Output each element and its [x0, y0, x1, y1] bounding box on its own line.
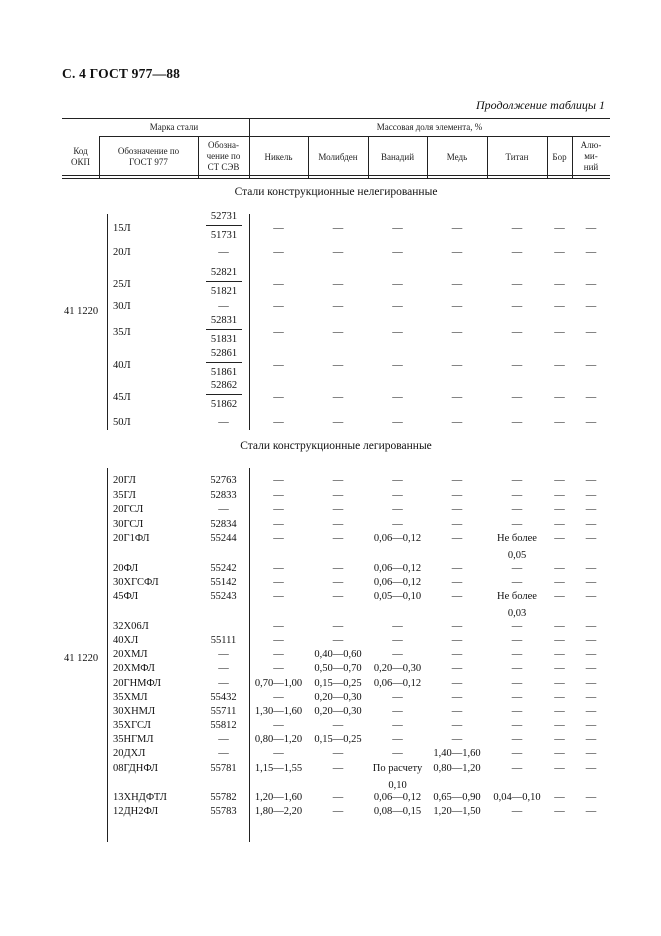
st-sev-designation-pair: [206, 379, 242, 411]
st-sev-designation: —: [218, 663, 229, 674]
st-sev-designation: 55242: [210, 563, 237, 574]
st-sev-designation: 55783: [210, 806, 237, 817]
boron-value: —: [554, 223, 565, 234]
vanadium-value: 0,06—0,12: [373, 577, 422, 588]
aluminum-value: —: [585, 490, 597, 501]
st-sev-designation: —: [218, 504, 229, 515]
boron-value: —: [554, 591, 565, 602]
st-sev-designation: 55781: [210, 763, 237, 774]
st-sev-designation-bottom: 51821: [210, 286, 238, 297]
titanium-value: —: [511, 519, 523, 530]
nickel-value: —: [273, 649, 284, 660]
aluminum-value: —: [585, 563, 597, 574]
copper-value: —: [451, 360, 463, 371]
st-sev-designation: 55711: [210, 706, 237, 717]
copper-value: —: [451, 327, 463, 338]
boron-value: —: [554, 692, 565, 703]
vanadium-value: —: [392, 475, 403, 486]
molybdenum-value: —: [332, 763, 344, 774]
boron-value: —: [554, 577, 565, 588]
boron-value: —: [554, 360, 565, 371]
st-sev-designation-bottom: 51831: [210, 334, 238, 345]
copper-value: —: [451, 678, 463, 689]
titanium-value: —: [511, 806, 523, 817]
titanium-value: —: [511, 649, 523, 660]
boron-value: —: [554, 301, 565, 312]
molybdenum-value: —: [332, 327, 344, 338]
st-sev-designation: 52833: [210, 490, 237, 501]
section-title-alloyed: Стали конструкционные легированные: [240, 440, 432, 452]
st-sev-designation: 55243: [210, 591, 237, 602]
steel-grade: 20Л: [113, 247, 131, 258]
copper-value: 0,65—0,90: [433, 792, 481, 803]
aluminum-value: —: [585, 417, 597, 428]
molybdenum-value: —: [332, 621, 344, 632]
steel-grade: 30ХГСФЛ: [113, 577, 159, 588]
nickel-value: —: [273, 223, 284, 234]
copper-value: —: [451, 519, 463, 530]
aluminum-value: —: [585, 692, 597, 703]
vanadium-value: —: [392, 417, 403, 428]
aluminum-value: —: [585, 301, 597, 312]
aluminum-value: —: [585, 734, 597, 745]
nickel-value: —: [273, 720, 284, 731]
nickel-value: 1,30—1,60: [254, 706, 303, 717]
copper-value: —: [451, 563, 463, 574]
copper-value: —: [451, 504, 463, 515]
aluminum-value: —: [585, 279, 597, 290]
molybdenum-value: 0,20—0,30: [314, 692, 362, 703]
aluminum-value: —: [585, 392, 597, 403]
nickel-value: —: [273, 392, 284, 403]
st-sev-designation: 55812: [210, 720, 237, 731]
copper-value: —: [451, 490, 463, 501]
copper-value: —: [451, 649, 463, 660]
nickel-value: —: [273, 533, 284, 544]
vanadium-value: —: [392, 649, 403, 660]
st-sev-designation-top: 52831: [206, 314, 242, 330]
titanium-value: —: [511, 706, 523, 717]
boron-value: —: [554, 519, 565, 530]
titanium-value: —: [511, 504, 523, 515]
nickel-value: —: [273, 475, 284, 486]
st-sev-designation-top: 52821: [206, 266, 242, 282]
titanium-value: 0,03: [507, 608, 527, 619]
boron-value: —: [554, 763, 565, 774]
st-sev-designation-top: 52862: [206, 379, 242, 395]
header-code-okp: Код ОКП: [70, 146, 90, 167]
molybdenum-value: —: [332, 247, 344, 258]
vanadium-value: —: [392, 621, 403, 632]
header-molybdenum: Молибден: [318, 152, 358, 162]
titanium-value: —: [511, 490, 523, 501]
vanadium-value: —: [392, 706, 403, 717]
aluminum-value: —: [585, 792, 597, 803]
table-top-rule: [62, 118, 610, 119]
st-sev-designation: —: [218, 247, 229, 258]
boron-value: —: [554, 720, 565, 731]
molybdenum-value: —: [332, 519, 344, 530]
boron-value: —: [554, 490, 565, 501]
copper-value: —: [451, 247, 463, 258]
titanium-value: 0,04—0,10: [493, 792, 541, 803]
nickel-value: —: [273, 663, 284, 674]
header-nickel: Никель: [264, 152, 293, 162]
steel-grade: 20ДХЛ: [113, 748, 146, 759]
header-copper: Медь: [446, 152, 468, 162]
nickel-value: 1,15—1,55: [254, 763, 303, 774]
aluminum-value: —: [585, 621, 597, 632]
titanium-value: —: [511, 327, 523, 338]
molybdenum-value: 0,15—0,25: [314, 678, 362, 689]
nickel-value: —: [273, 327, 284, 338]
nickel-value: —: [273, 748, 284, 759]
nickel-value: 1,80—2,20: [254, 806, 303, 817]
st-sev-designation: —: [218, 649, 229, 660]
steel-grade: 20ХМФЛ: [113, 663, 155, 674]
steel-grade: 20ФЛ: [113, 563, 139, 574]
body-divider: [107, 214, 108, 430]
nickel-value: —: [273, 591, 284, 602]
aluminum-value: —: [585, 360, 597, 371]
titanium-value: —: [511, 734, 523, 745]
titanium-value: —: [511, 678, 523, 689]
molybdenum-value: —: [332, 360, 344, 371]
titanium-value: —: [511, 577, 523, 588]
table-continuation-label: Продолжение таблицы 1: [475, 98, 605, 112]
st-sev-designation: 52834: [210, 519, 237, 530]
copper-value: —: [451, 720, 463, 731]
copper-value: —: [451, 533, 463, 544]
st-sev-designation: 55142: [210, 577, 237, 588]
vanadium-value: —: [392, 360, 403, 371]
body-divider: [107, 468, 108, 842]
vanadium-value: 0,06—0,12: [373, 678, 422, 689]
copper-value: —: [451, 692, 463, 703]
nickel-value: 1,20—1,60: [254, 792, 303, 803]
copper-value: —: [451, 621, 463, 632]
vanadium-value: 0,08—0,15: [373, 806, 422, 817]
vanadium-value: —: [392, 635, 403, 646]
nickel-value: —: [273, 519, 284, 530]
page-header: С. 4 ГОСТ 977—88: [62, 66, 181, 81]
boron-value: —: [554, 734, 565, 745]
st-sev-designation: —: [218, 678, 229, 689]
st-sev-designation: 55244: [210, 533, 237, 544]
steel-grade: 35ГЛ: [113, 490, 136, 501]
molybdenum-value: —: [332, 792, 344, 803]
vanadium-value: 0,06—0,12: [373, 563, 422, 574]
aluminum-value: —: [585, 720, 597, 731]
vanadium-value: —: [392, 301, 403, 312]
steel-grade: 15Л: [113, 223, 131, 234]
aluminum-value: —: [585, 678, 597, 689]
copper-value: —: [451, 301, 463, 312]
header-aluminum: Алю- ми- ний: [580, 140, 602, 172]
boron-value: —: [554, 417, 565, 428]
vanadium-value: 0,06—0,12: [373, 533, 422, 544]
nickel-value: —: [273, 417, 284, 428]
titanium-value: Не более: [497, 591, 537, 602]
section-title-unalloyed: Стали конструкционные нелегированные: [234, 186, 438, 198]
st-sev-designation-pair: [206, 210, 242, 242]
boron-value: —: [554, 649, 565, 660]
steel-grade: 20ГНМФЛ: [113, 678, 161, 689]
titanium-value: —: [511, 635, 523, 646]
st-sev-designation-pair: [206, 266, 242, 298]
copper-value: 0,80—1,20: [433, 763, 481, 774]
nickel-value: —: [273, 621, 284, 632]
vanadium-value: —: [392, 327, 403, 338]
aluminum-value: —: [585, 533, 597, 544]
boron-value: —: [554, 563, 565, 574]
aluminum-value: —: [585, 475, 597, 486]
boron-value: —: [554, 621, 565, 632]
boron-value: —: [554, 748, 565, 759]
steel-grade: 20ГЛ: [113, 475, 136, 486]
aluminum-value: —: [585, 635, 597, 646]
header-bottom-rule-2: [62, 178, 610, 179]
st-sev-designation: —: [218, 748, 229, 759]
copper-value: —: [451, 706, 463, 717]
titanium-value: —: [511, 563, 523, 574]
steel-grade: 45ФЛ: [113, 591, 139, 602]
okp-code: 41 1220: [64, 653, 99, 664]
aluminum-value: —: [585, 706, 597, 717]
st-sev-designation: 55111: [210, 635, 237, 646]
group-header-rule: [99, 136, 610, 137]
titanium-value: —: [511, 475, 523, 486]
steel-grade: 30ХНМЛ: [113, 706, 156, 717]
aluminum-value: —: [585, 247, 597, 258]
header-mass-fraction: Массовая доля элемента, %: [376, 122, 483, 132]
titanium-value: —: [511, 417, 523, 428]
steel-grade: 30Л: [113, 301, 131, 312]
vanadium-value: —: [392, 392, 403, 403]
molybdenum-value: —: [332, 223, 344, 234]
nickel-value: 0,80—1,20: [254, 734, 303, 745]
nickel-value: —: [273, 490, 284, 501]
st-sev-designation: 55782: [210, 792, 237, 803]
vanadium-value: —: [392, 720, 403, 731]
aluminum-value: —: [585, 223, 597, 234]
molybdenum-value: 0,20—0,30: [314, 706, 362, 717]
aluminum-value: —: [585, 591, 597, 602]
steel-grade: 20ГСЛ: [113, 504, 144, 515]
aluminum-value: —: [585, 577, 597, 588]
steel-grade: 12ДН2ФЛ: [113, 806, 159, 817]
boron-value: —: [554, 533, 565, 544]
nickel-value: —: [273, 692, 284, 703]
molybdenum-value: —: [332, 301, 344, 312]
molybdenum-value: 0,15—0,25: [314, 734, 362, 745]
molybdenum-value: 0,40—0,60: [314, 649, 362, 660]
aluminum-value: —: [585, 519, 597, 530]
steel-grade: 35ХМЛ: [113, 692, 148, 703]
copper-value: —: [451, 279, 463, 290]
boron-value: —: [554, 792, 565, 803]
header-titanium: Титан: [505, 152, 529, 162]
steel-grade: 35ХГСЛ: [113, 720, 151, 731]
boron-value: —: [554, 663, 565, 674]
copper-value: 1,40—1,60: [433, 748, 481, 759]
copper-value: —: [451, 223, 463, 234]
nickel-value: —: [273, 577, 284, 588]
molybdenum-value: 0,50—0,70: [314, 663, 362, 674]
vanadium-value: —: [392, 504, 403, 515]
st-sev-designation: —: [218, 734, 229, 745]
aluminum-value: —: [585, 504, 597, 515]
steel-grade: 30ГСЛ: [113, 519, 144, 530]
aluminum-value: —: [585, 806, 597, 817]
boron-value: —: [554, 279, 565, 290]
st-sev-designation-bottom: 51862: [210, 399, 238, 410]
steel-grade: 45Л: [113, 392, 131, 403]
header-designation-st-sev: Обозна- чение по СТ СЭВ: [206, 140, 241, 172]
boron-value: —: [554, 806, 565, 817]
titanium-value: —: [511, 748, 523, 759]
molybdenum-value: —: [332, 591, 344, 602]
nickel-value: 0,70—1,00: [254, 678, 303, 689]
copper-value: —: [451, 475, 463, 486]
titanium-value: —: [511, 663, 523, 674]
steel-grade: 32Х06Л: [113, 621, 149, 632]
nickel-value: —: [273, 563, 284, 574]
copper-value: —: [451, 591, 463, 602]
copper-value: —: [451, 577, 463, 588]
molybdenum-value: —: [332, 533, 344, 544]
header-steel-grade: Марка стали: [149, 122, 199, 132]
molybdenum-value: —: [332, 279, 344, 290]
aluminum-value: —: [585, 327, 597, 338]
nickel-value: —: [273, 247, 284, 258]
copper-value: —: [451, 663, 463, 674]
vanadium-value: 0,06—0,12: [373, 792, 422, 803]
header-bottom-rule: [62, 175, 610, 176]
boron-value: —: [554, 678, 565, 689]
molybdenum-value: —: [332, 577, 344, 588]
st-sev-designation: 55432: [210, 692, 237, 703]
nickel-value: —: [273, 635, 284, 646]
steel-grade: 08ГДНФЛ: [113, 763, 159, 774]
titanium-value: —: [511, 360, 523, 371]
molybdenum-value: —: [332, 490, 344, 501]
molybdenum-value: —: [332, 806, 344, 817]
titanium-value: —: [511, 720, 523, 731]
vanadium-value: 0,10: [388, 780, 407, 791]
titanium-value: —: [511, 392, 523, 403]
nickel-value: —: [273, 504, 284, 515]
boron-value: —: [554, 706, 565, 717]
titanium-value: —: [511, 692, 523, 703]
st-sev-designation: —: [218, 301, 229, 312]
copper-value: —: [451, 417, 463, 428]
st-sev-designation-bottom: 51731: [210, 230, 238, 241]
aluminum-value: —: [585, 748, 597, 759]
vanadium-value: —: [392, 519, 403, 530]
nickel-value: —: [273, 301, 284, 312]
boron-value: —: [554, 475, 565, 486]
copper-value: —: [451, 392, 463, 403]
vanadium-value: —: [392, 734, 403, 745]
st-sev-designation-pair: [206, 347, 242, 379]
vanadium-value: —: [392, 692, 403, 703]
steel-grade: 13ХНДФТЛ: [113, 792, 167, 803]
molybdenum-value: —: [332, 563, 344, 574]
steel-grade: 50Л: [113, 417, 131, 428]
boron-value: —: [554, 247, 565, 258]
header-boron: Бор: [552, 152, 567, 162]
header-vanadium: Ванадий: [380, 152, 415, 162]
st-sev-designation-top: 52861: [206, 347, 242, 363]
vanadium-value: —: [392, 223, 403, 234]
copper-value: 1,20—1,50: [433, 806, 481, 817]
boron-value: —: [554, 392, 565, 403]
steel-grade: 35Л: [113, 327, 131, 338]
molybdenum-value: —: [332, 720, 344, 731]
copper-value: —: [451, 734, 463, 745]
titanium-value: —: [511, 621, 523, 632]
molybdenum-value: —: [332, 475, 344, 486]
titanium-value: —: [511, 247, 523, 258]
aluminum-value: —: [585, 763, 597, 774]
titanium-value: —: [511, 301, 523, 312]
okp-code: 41 1220: [64, 306, 99, 317]
boron-value: —: [554, 635, 565, 646]
molybdenum-value: —: [332, 417, 344, 428]
vanadium-value: 0,20—0,30: [373, 663, 422, 674]
boron-value: —: [554, 327, 565, 338]
vanadium-value: —: [392, 247, 403, 258]
molybdenum-value: —: [332, 504, 344, 515]
nickel-value: —: [273, 279, 284, 290]
nickel-value: —: [273, 360, 284, 371]
vanadium-value: —: [392, 490, 403, 501]
st-sev-designation-top: 52731: [206, 210, 242, 226]
steel-grade: 20ХМЛ: [113, 649, 148, 660]
st-sev-designation: 52763: [210, 475, 237, 486]
st-sev-designation-pair: [206, 314, 242, 346]
vanadium-value: По расчету: [372, 763, 423, 774]
titanium-value: 0,05: [507, 550, 527, 561]
molybdenum-value: —: [332, 748, 344, 759]
titanium-value: —: [511, 763, 523, 774]
vanadium-value: 0,05—0,10: [373, 591, 422, 602]
steel-grade: 25Л: [113, 279, 131, 290]
aluminum-value: —: [585, 663, 597, 674]
st-sev-designation: —: [218, 417, 229, 428]
aluminum-value: —: [585, 649, 597, 660]
steel-grade: 20Г1ФЛ: [113, 533, 150, 544]
molybdenum-value: —: [332, 635, 344, 646]
header-designation-gost: Обозначение по ГОСТ 977: [117, 146, 180, 167]
vanadium-value: —: [392, 748, 403, 759]
titanium-value: —: [511, 279, 523, 290]
vanadium-value: —: [392, 279, 403, 290]
molybdenum-value: —: [332, 392, 344, 403]
boron-value: —: [554, 504, 565, 515]
copper-value: —: [451, 635, 463, 646]
titanium-value: Не более: [497, 533, 537, 544]
titanium-value: —: [511, 223, 523, 234]
st-sev-designation-bottom: 51861: [210, 367, 238, 378]
steel-grade: 35НГМЛ: [113, 734, 154, 745]
steel-grade: 40Л: [113, 360, 131, 371]
steel-grade: 40ХЛ: [113, 635, 139, 646]
